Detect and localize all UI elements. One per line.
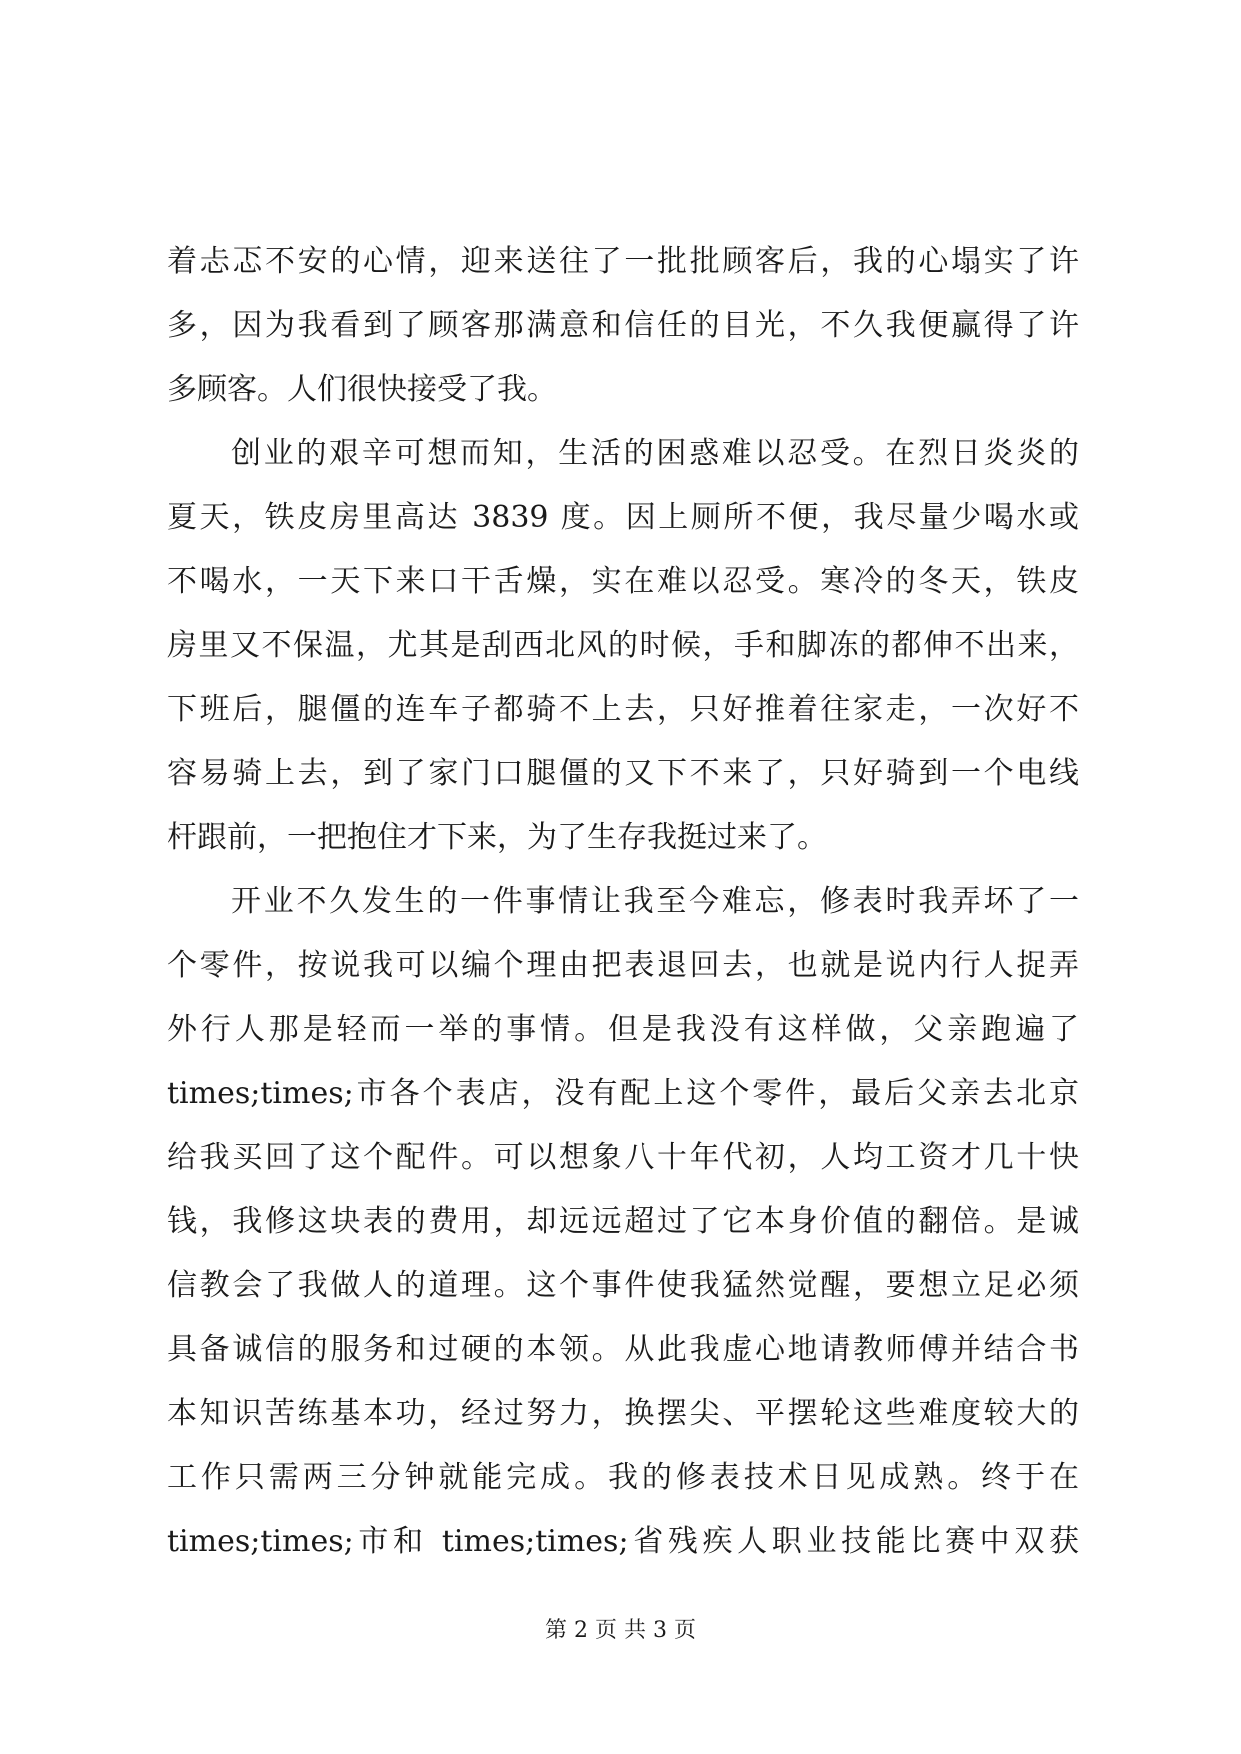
text-line: 外行人那是轻而一举的事情。但是我没有这样做，父亲跑遍了 bbox=[167, 1012, 1079, 1047]
paragraph-first-line: 创业的艰辛可想而知，生活的困惑难以忍受。在烈日炎炎的 bbox=[231, 436, 1079, 471]
text-line: 钱，我修这块表的费用，却远远超过了它本身价值的翻倍。是诚 bbox=[167, 1204, 1079, 1239]
text-line: 下班后，腿僵的连车子都骑不上去，只好推着往家走，一次好不 bbox=[167, 692, 1079, 727]
text-line: 工作只需两三分钟就能完成。我的修表技术日见成熟。终于在 bbox=[167, 1460, 1079, 1495]
text-line: 个零件，按说我可以编个理由把表退回去，也就是说内行人捉弄 bbox=[167, 948, 1079, 983]
text-line: 杆跟前，一把抱住才下来，为了生存我挺过来了。 bbox=[167, 820, 827, 855]
page-footer: 第 2 页 共 3 页 bbox=[545, 1618, 696, 1643]
text-line: 给我买回了这个配件。可以想象八十年代初，人均工资才几十快 bbox=[167, 1140, 1079, 1175]
text-line: 夏天，铁皮房里高达 3839 度。因上厕所不便，我尽量少喝水或 bbox=[167, 500, 1079, 535]
paragraph-first-line: 开业不久发生的一件事情让我至今难忘，修表时我弄坏了一 bbox=[231, 884, 1079, 919]
text-line: 不喝水，一天下来口干舌燥，实在难以忍受。寒冷的冬天，铁皮 bbox=[167, 564, 1079, 599]
text-line: 多顾客。人们很快接受了我。 bbox=[167, 372, 557, 407]
text-line: 容易骑上去，到了家门口腿僵的又下不来了，只好骑到一个电线 bbox=[167, 756, 1079, 791]
text-line: 多，因为我看到了顾客那满意和信任的目光，不久我便赢得了许 bbox=[167, 308, 1079, 343]
document-body bbox=[167, 230, 1079, 1574]
text-line: 信教会了我做人的道理。这个事件使我猛然觉醒，要想立足必须 bbox=[167, 1268, 1079, 1303]
text-line: 着忐忑不安的心情，迎来送往了一批批顾客后，我的心塌实了许 bbox=[167, 244, 1079, 279]
text-line: 房里又不保温，尤其是刮西北风的时候，手和脚冻的都伸不出来， bbox=[167, 628, 1079, 663]
text-line: 具备诚信的服务和过硬的本领。从此我虚心地请教师傅并结合书 bbox=[167, 1332, 1079, 1367]
text-line: 本知识苦练基本功，经过努力，换摆尖、平摆轮这些难度较大的 bbox=[167, 1396, 1079, 1431]
text-line: times;times;市和 times;times;省残疾人职业技能比赛中双获 bbox=[167, 1524, 1079, 1559]
text-line: times;times;市各个表店，没有配上这个零件，最后父亲去北京 bbox=[167, 1076, 1079, 1111]
